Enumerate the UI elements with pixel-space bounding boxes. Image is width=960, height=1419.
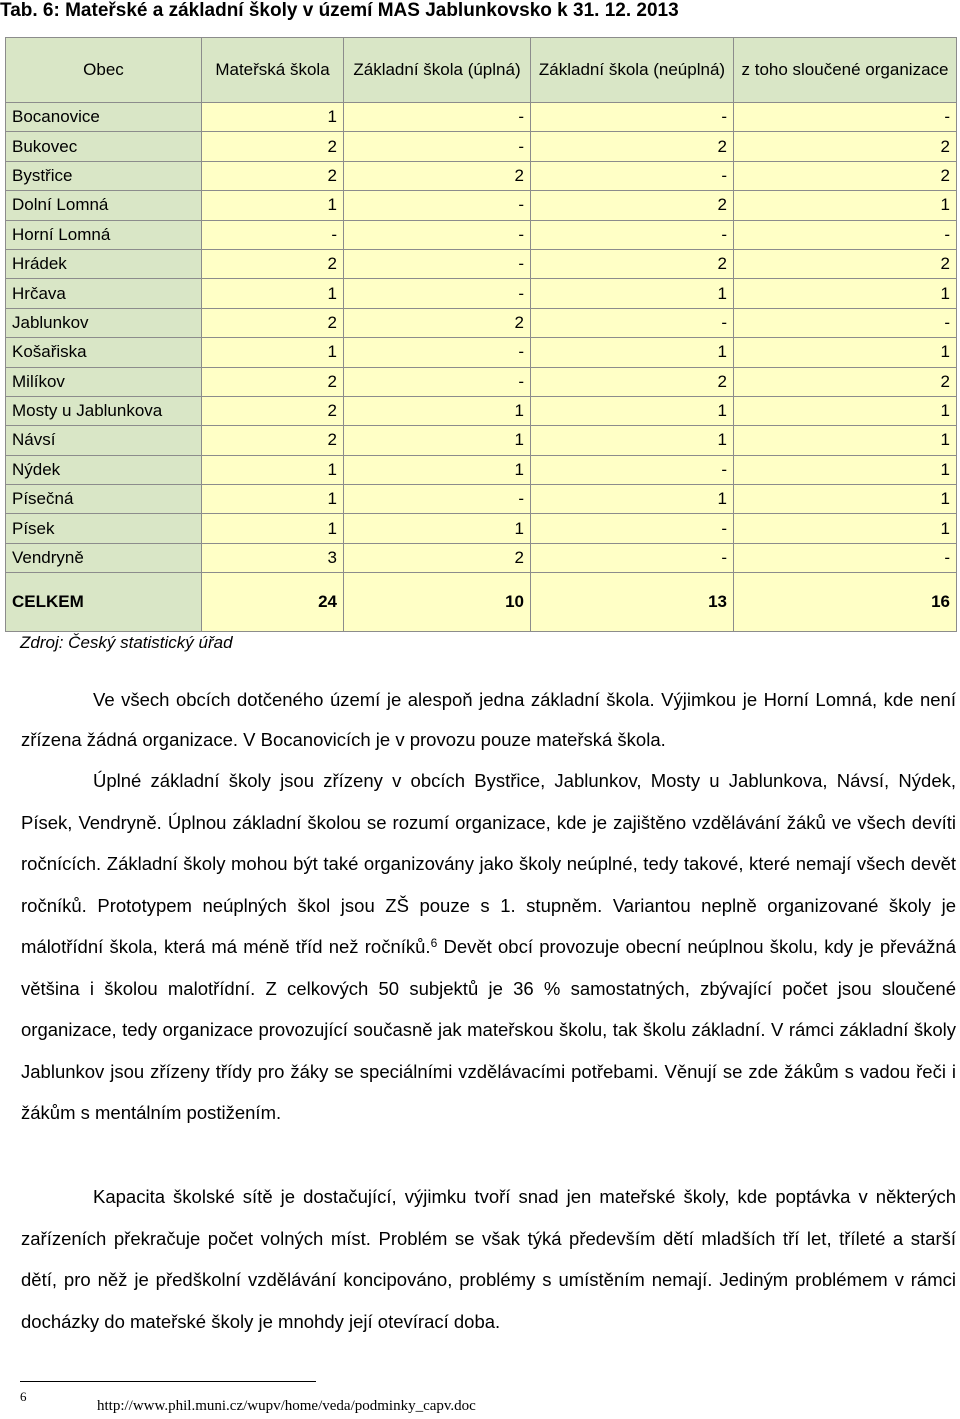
- municipality-name-cell: Horní Lomná: [6, 220, 202, 249]
- value-cell: 1: [734, 279, 957, 308]
- total-value-cell: 10: [344, 573, 531, 632]
- municipality-name-cell: Hrčava: [6, 279, 202, 308]
- table-caption: Tab. 6: Mateřské a základní školy v území MAS Jablunkovsko k 31. 12. 2013: [0, 0, 679, 21]
- footnote-number: 6: [20, 1389, 27, 1404]
- value-cell: -: [531, 220, 734, 249]
- value-cell: 2: [202, 308, 344, 337]
- value-cell: -: [344, 220, 531, 249]
- value-cell: 1: [202, 338, 344, 367]
- table-row: [6, 279, 957, 308]
- value-cell: -: [344, 132, 531, 161]
- paragraph-1: Ve všech obcích dotčeného území je alespoň jedna základní škola. Výjimkou je Horní Lomná, kde není zřízena žádná organizace. V Bocanovicích je v provozu pouze mateřská škola.: [21, 689, 956, 750]
- value-cell: 1: [734, 485, 957, 514]
- value-cell: 2: [344, 308, 531, 337]
- value-cell: 1: [734, 338, 957, 367]
- value-cell: 1: [202, 279, 344, 308]
- value-cell: -: [734, 103, 957, 132]
- table-row: [6, 132, 957, 161]
- value-cell: -: [734, 543, 957, 572]
- value-cell: 1: [344, 396, 531, 425]
- footnote-link[interactable]: http://www.phil.muni.cz/wupv/home/veda/podminky_capv.doc: [97, 1398, 476, 1414]
- value-cell: -: [531, 308, 734, 337]
- value-cell: 1: [734, 455, 957, 484]
- value-cell: -: [344, 249, 531, 278]
- value-cell: 2: [202, 396, 344, 425]
- municipality-name-cell: Dolní Lomná: [6, 191, 202, 220]
- municipality-name-cell: Mosty u Jablunkova: [6, 396, 202, 425]
- table-row: [6, 103, 957, 132]
- column-header-2: Základní škola (úplná): [344, 38, 531, 103]
- value-cell: -: [734, 220, 957, 249]
- value-cell: 2: [202, 367, 344, 396]
- value-cell: 2: [202, 161, 344, 190]
- value-cell: 2: [531, 367, 734, 396]
- value-cell: 2: [734, 161, 957, 190]
- value-cell: 1: [202, 455, 344, 484]
- municipality-name-cell: Bocanovice: [6, 103, 202, 132]
- value-cell: -: [734, 308, 957, 337]
- value-cell: 2: [734, 249, 957, 278]
- footnote-reference: 6: [430, 936, 438, 950]
- value-cell: 1: [202, 485, 344, 514]
- paragraph-2-part-b: Devět obcí provozuje obecní neúplnou školu, kdy je převážná většina i školou malotřídní. Z celkových 50 subjektů je 36 % samostatných, zbývající počet jsou sloučené organizace, tedy organizace provozující současně jak mateřskou školu, tak školu základní. V rámci základní školy Jablunkov jsou zřízeny třídy pro žáky se speciálními vzdělávacími potřebami. Věnují se zde žákům s vadou řeči i žákům s mentálním postižením.: [21, 936, 956, 1123]
- value-cell: 1: [734, 191, 957, 220]
- value-cell: -: [344, 485, 531, 514]
- paragraph-2: [21, 760, 956, 1134]
- table-row: [6, 455, 957, 484]
- municipality-name-cell: Bystřice: [6, 161, 202, 190]
- table-row: [6, 426, 957, 455]
- value-cell: 2: [531, 249, 734, 278]
- total-value-cell: 13: [531, 573, 734, 632]
- municipality-name-cell: Návsí: [6, 426, 202, 455]
- value-cell: 2: [734, 367, 957, 396]
- value-cell: 1: [202, 514, 344, 543]
- total-value-cell: 24: [202, 573, 344, 632]
- table-row: [6, 161, 957, 190]
- value-cell: -: [531, 455, 734, 484]
- value-cell: 2: [531, 132, 734, 161]
- table-source-note: Zdroj: Český statistický úřad: [20, 633, 233, 652]
- value-cell: 1: [202, 103, 344, 132]
- value-cell: 2: [202, 426, 344, 455]
- value-cell: -: [344, 191, 531, 220]
- schools-table: [5, 37, 957, 632]
- value-cell: 1: [531, 338, 734, 367]
- value-cell: 1: [531, 426, 734, 455]
- value-cell: 1: [531, 485, 734, 514]
- column-header-1: Mateřská škola: [202, 38, 344, 103]
- value-cell: 2: [531, 191, 734, 220]
- value-cell: 1: [531, 396, 734, 425]
- municipality-name-cell: Hrádek: [6, 249, 202, 278]
- total-label-cell: CELKEM: [6, 573, 202, 632]
- value-cell: -: [344, 103, 531, 132]
- value-cell: 1: [734, 396, 957, 425]
- municipality-name-cell: Nýdek: [6, 455, 202, 484]
- value-cell: -: [531, 161, 734, 190]
- value-cell: -: [531, 103, 734, 132]
- value-cell: 2: [344, 161, 531, 190]
- value-cell: 2: [734, 132, 957, 161]
- table-row: [6, 220, 957, 249]
- value-cell: 1: [344, 426, 531, 455]
- table-row: [6, 191, 957, 220]
- footnote-divider: [20, 1381, 316, 1382]
- table-header-row: [6, 38, 957, 103]
- municipality-name-cell: Milíkov: [6, 367, 202, 396]
- table-row: [6, 249, 957, 278]
- paragraph-2-part-a: Úplné základní školy jsou zřízeny v obcích Bystřice, Jablunkov, Mosty u Jablunkova, Návsí, Nýdek, Písek, Vendryně. Úplnou základní školou se rozumí organizace, kde je zajištěno vzdělávání žáků ve všech devíti ročnících. Základní školy mohou být také organizovány jako školy neúplné, tedy takové, které nemají všech devět ročníků. Prototypem neúplných škol jsou ZŠ pouze s 1. stupněm. Variantou neplně organizované školy je málotřídní škola, která má méně tříd než ročníků.: [21, 770, 956, 957]
- column-header-obec: Obec: [6, 38, 202, 103]
- value-cell: 1: [734, 514, 957, 543]
- value-cell: -: [344, 279, 531, 308]
- value-cell: -: [531, 514, 734, 543]
- column-header-4: z toho sloučené organizace: [734, 38, 957, 103]
- municipality-name-cell: Jablunkov: [6, 308, 202, 337]
- paragraph-3: Kapacita školské sítě je dostačující, výjimku tvoří snad jen mateřské školy, kde poptávka v některých zařízeních překračuje počet volných míst. Problém se však týká především dětí mladších tří let, tříleté a starší dětí, pro něž je předškolní vzdělávání koncipováno, problémy s umístěním nemají. Jediným problémem v rámci docházky do mateřské školy je mnohdy její otevírací doba.: [21, 1186, 956, 1332]
- value-cell: 1: [344, 455, 531, 484]
- value-cell: 1: [344, 514, 531, 543]
- table-body: [6, 103, 957, 632]
- municipality-name-cell: Vendryně: [6, 543, 202, 572]
- table-row: [6, 485, 957, 514]
- column-header-3: Základní škola (neúplná): [531, 38, 734, 103]
- value-cell: -: [202, 220, 344, 249]
- municipality-name-cell: Písek: [6, 514, 202, 543]
- value-cell: -: [344, 367, 531, 396]
- municipality-name-cell: Košařiska: [6, 338, 202, 367]
- table-row: [6, 308, 957, 337]
- value-cell: 2: [344, 543, 531, 572]
- value-cell: 2: [202, 249, 344, 278]
- total-value-cell: 16: [734, 573, 957, 632]
- table-row: [6, 367, 957, 396]
- value-cell: 2: [202, 132, 344, 161]
- municipality-name-cell: Bukovec: [6, 132, 202, 161]
- table-row: [6, 396, 957, 425]
- total-row: [6, 573, 957, 632]
- value-cell: 3: [202, 543, 344, 572]
- table-row: [6, 514, 957, 543]
- table-row: [6, 543, 957, 572]
- value-cell: 1: [202, 191, 344, 220]
- value-cell: 1: [734, 426, 957, 455]
- value-cell: -: [344, 338, 531, 367]
- value-cell: -: [531, 543, 734, 572]
- municipality-name-cell: Písečná: [6, 485, 202, 514]
- value-cell: 1: [531, 279, 734, 308]
- table-row: [6, 338, 957, 367]
